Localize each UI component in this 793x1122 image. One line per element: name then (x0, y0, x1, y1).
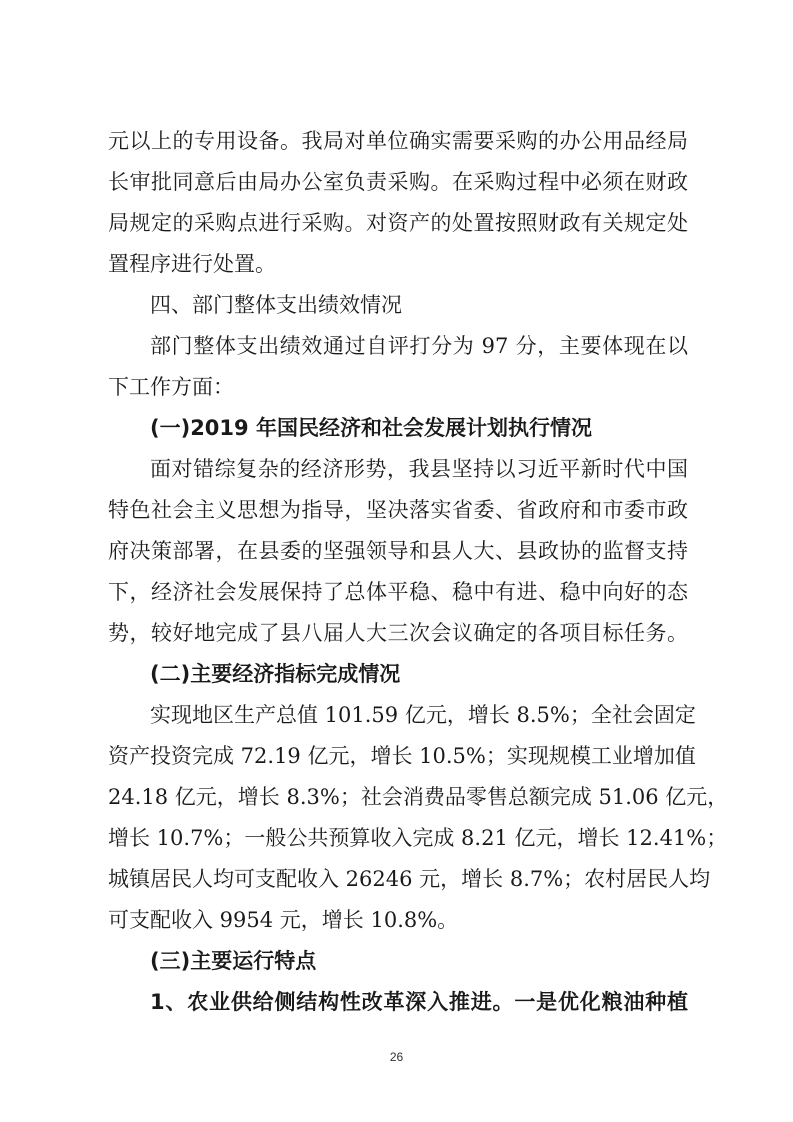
paragraph-line: 城镇居民人均可支配收入 26246 元，增长 8.7%；农村居民人均 (108, 867, 711, 891)
paragraph-line: 增长 10.7%；一般公共预算收入完成 8.21 亿元，增长 12.41%； (108, 826, 728, 850)
paragraph-line: 元以上的专用设备。我局对单位确实需要采购的办公用品经局 (108, 129, 688, 153)
subsection-heading: (一)2019 年国民经济和社会发展计划执行情况 (150, 416, 592, 440)
subsection-heading: (三)主要运行特点 (150, 949, 317, 973)
paragraph-line: 置程序进行处置。 (108, 252, 276, 276)
paragraph-line: 面对错综复杂的经济形势，我县坚持以习近平新时代中国 (150, 457, 688, 481)
paragraph-line: 可支配收入 9954 元，增长 10.8%。 (108, 908, 459, 932)
page-number: 26 (389, 1050, 404, 1064)
paragraph-line: 府决策部署，在县委的坚强领导和县人大、县政协的监督支持 (108, 539, 688, 563)
paragraph-line: 24.18 亿元，增长 8.3%；社会消费品零售总额完成 51.06 亿元， (108, 785, 729, 809)
paragraph-line: 资产投资完成 72.19 亿元，增长 10.5%；实现规模工业增加值 (108, 744, 696, 768)
paragraph-line: 局规定的采购点进行采购。对资产的处置按照财政有关规定处 (108, 211, 688, 235)
paragraph-line: 势，较好地完成了县八届人大三次会议确定的各项目标任务。 (108, 621, 688, 645)
paragraph-line: 特色社会主义思想为指导，坚决落实省委、省政府和市委市政 (108, 498, 688, 522)
paragraph-line: 部门整体支出绩效通过自评打分为 97 分，主要体现在以 (150, 334, 688, 358)
section-heading: 四、部门整体支出绩效情况 (150, 293, 402, 317)
paragraph-line: 长审批同意后由局办公室负责采购。在采购过程中必须在财政 (108, 170, 688, 194)
paragraph-line: 实现地区生产总值 101.59 亿元，增长 8.5%；全社会固定 (150, 703, 696, 727)
paragraph-line: 下，经济社会发展保持了总体平稳、稳中有进、稳中向好的态 (108, 580, 688, 604)
paragraph-line: 下工作方面： (108, 375, 234, 399)
item-heading: 1、农业供给侧结构性改革深入推进。一是优化粮油种植 (150, 990, 688, 1014)
subsection-heading: (二)主要经济指标完成情况 (150, 662, 401, 686)
